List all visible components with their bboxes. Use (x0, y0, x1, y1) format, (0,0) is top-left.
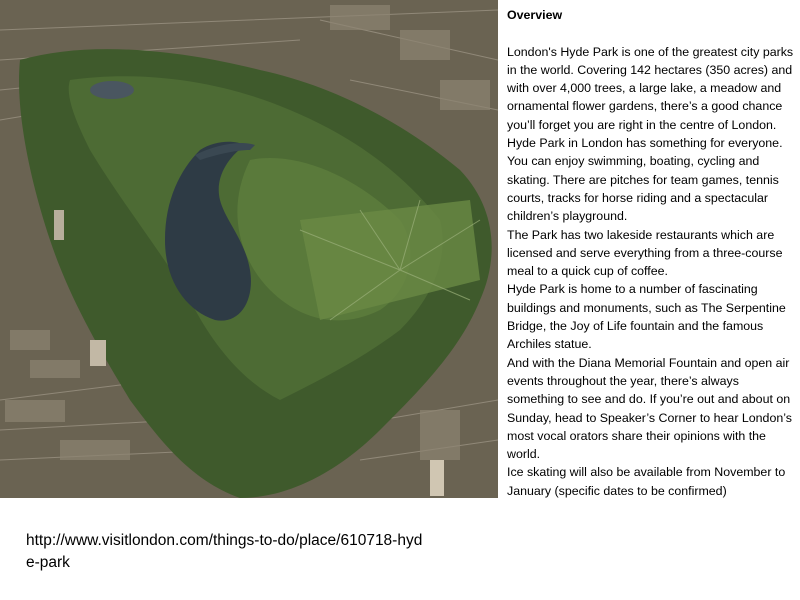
overview-paragraph-ice-skating: Ice skating will also be available from November to January (specific dates to be confirmed) (507, 465, 786, 498)
overview-paragraph-activities: Hyde Park in London has something for everyone. You can enjoy swimming, boating, cycling and skating. There are pitches for team games, tennis courts, tracks for horse riding and a spectacular children’s playground. (507, 136, 783, 224)
overview-text-column (507, 6, 797, 500)
overview-paragraph-intro: London's Hyde Park is one of the greatest city parks in the world. Covering 142 hectares (350 acres) and with over 4,000 trees, a large lake, a meadow and ornamental flower gardens, there’s a good chance you’ll forget you are right in the centre of London. (507, 44, 794, 132)
overview-paragraph-restaurants: The Park has two lakeside restaurants which are licensed and serve everything from a three-course meal to a quick cup of coffee. (507, 227, 783, 279)
source-url-link[interactable]: http://www.visitlondon.com/things-to-do/place/610718-hyde-park (26, 532, 423, 571)
overview-paragraph-events: And with the Diana Memorial Fountain and open air events throughout the year, there’s always something to see and do. If you’re out and about on Sunday, head to Speaker’s Corner to hear London’s most vocal orators share their opinions with the world. (507, 355, 792, 462)
overview-paragraph-monuments: Hyde Park is home to a number of fascinating buildings and monuments, such as The Serpentine Bridge, the Joy of Life fountain and the famous Archiles statue. (507, 282, 786, 352)
overview-heading: Overview (507, 8, 563, 22)
